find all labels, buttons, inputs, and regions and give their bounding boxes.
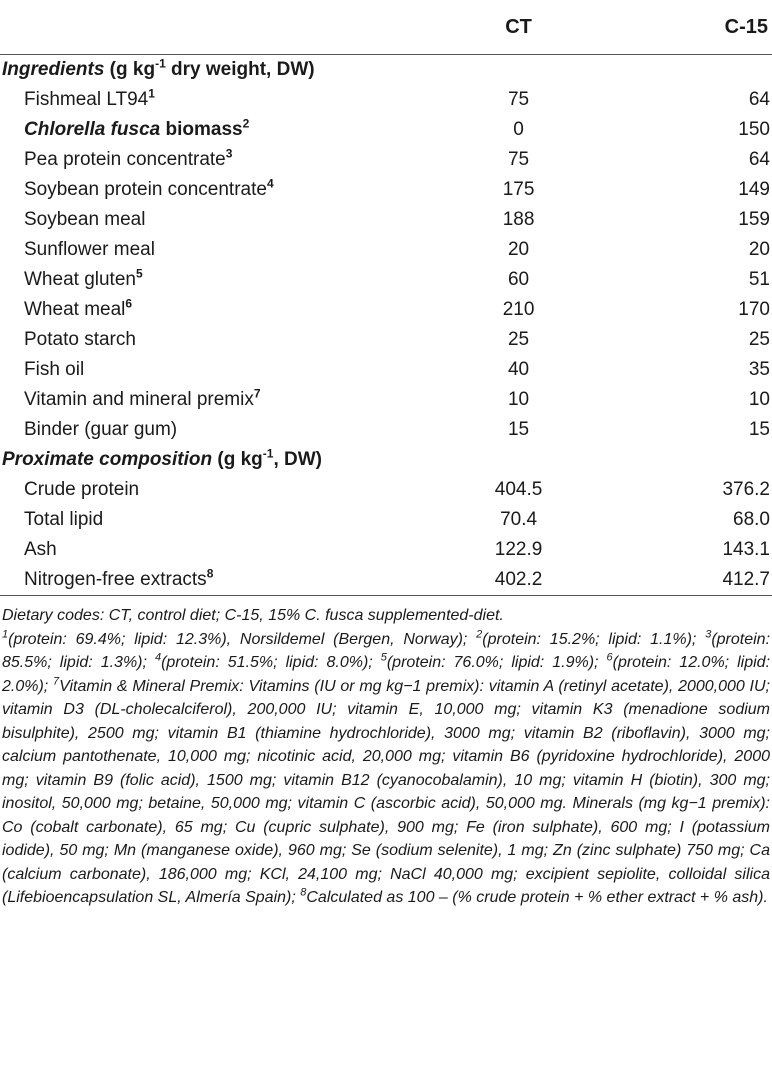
row-c15: 20	[748, 239, 770, 260]
row-c15: 412.7	[614, 565, 772, 596]
row-ct: 60	[507, 269, 530, 290]
row-label: Chlorella fusca biomass$^2$	[24, 116, 250, 140]
table-row	[0, 355, 772, 385]
row-ct: 10	[507, 389, 530, 410]
row-c15: 68.0	[733, 509, 770, 530]
row-ct: 404.5	[494, 479, 543, 500]
row-ct: 0	[513, 119, 524, 140]
table-row	[0, 475, 772, 505]
row-ct: 210	[502, 299, 535, 320]
table-header-row	[0, 0, 772, 55]
table-row	[0, 145, 772, 175]
section-proximate-title: Proximate composition (g $kg^{-1}$, DW)	[2, 446, 322, 470]
row-c15: 376.2	[722, 479, 770, 500]
row-ct: 402.2	[424, 565, 614, 596]
section-proximate	[0, 445, 772, 475]
row-c15: 51	[748, 269, 770, 290]
row-c15: 15	[748, 419, 770, 440]
row-label: Wheat gluten$^5$	[24, 266, 143, 290]
table-row	[0, 295, 772, 325]
table-row	[0, 205, 772, 235]
row-c15: 64	[748, 89, 770, 110]
table-row	[0, 265, 772, 295]
row-c15: 25	[748, 329, 770, 350]
row-ct: 175	[502, 179, 535, 200]
row-c15: 170	[738, 299, 770, 320]
row-c15: 10	[748, 389, 770, 410]
row-label: Sunflower meal	[24, 239, 155, 260]
row-label: Soybean meal	[24, 209, 146, 230]
row-ct: 15	[507, 419, 530, 440]
table-row	[0, 325, 772, 355]
section-ingredients-title: Ingredients (g $kg^{-1}$ dry weight, DW)	[2, 56, 315, 80]
row-ct: 75	[507, 149, 530, 170]
table-row	[0, 565, 772, 596]
row-c15: 64	[748, 149, 770, 170]
header-c15: C-15	[724, 16, 768, 38]
row-label: Soybean protein concentrate$^4$	[24, 176, 274, 200]
header-ct: CT	[505, 16, 532, 38]
table-row	[0, 115, 772, 145]
row-c15: 35	[748, 359, 770, 380]
footnote-details: $^1$(protein: 69.4%; lipid: 12.3%), Norsildemel (Bergen, Norway); $^2$(protein: 15.2%; lipid: 1.1%); $^3$(protein: 85.5%; lipid: 1.3%); $^4$(protein: 51.5%; lipid: 8.0%); $^5$(protein: 76.0%; lipid: 1.9%); $^6$(protein: 12.0%; lipid: 2.0%); $^7$Vitamin & Mineral Premix: Vitamins (IU or mg kg−1 premix): vitamin A (retinyl acetate), 2000,000 IU; vitamin D3 (DL-cholecalciferol), 200,000 IU; vitamin E, 10,000 mg; vitamin K3 (menadione sodium bisulphite), 2500 mg; vitamin B1 (thiamine hydrochloride), 3000 mg; vitamin B2 (riboflavin), 3000 mg; calcium pantothenate, 10,000 mg; nicotinic acid, 20,000 mg; vitamin B6 (pyridoxine hydrochloride), 2000 mg; vitamin B9 (folic acid), 1500 mg; vitamin B12 (cyanocobalamin), 10 mg; vitamin H (biotin), 300 mg; inositol, 50,000 mg; betaine, 50,000 mg; vitamin C (ascorbic acid), 50,000 mg. Minerals (mg kg−1 premix): Co (cobalt carbonate), 65 mg; Cu (cupric sulphate), 900 mg; Fe (iron sulphate), 600 mg; I (potassium iodide), 50 mg; Mn (manganese oxide), 960 mg; Se (sodium selenite), 1 mg; Zn (zinc sulphate) 750 mg; Ca (calcium carbonate), 186,000 mg; KCl, 24,100 mg; NaCl 40,000 mg; excipient sepiolite, colloidal silica (Lifebioencapsulation SL, Almería Spain); $^8$Calculated as 100 – (% crude protein + % ether extract + % ash).	[2, 628, 771, 906]
row-label: Ash	[24, 539, 57, 560]
row-ct: 122.9	[494, 539, 543, 560]
header-label	[0, 0, 424, 55]
section-ingredients	[0, 55, 772, 86]
table-row	[0, 415, 772, 445]
table-footnotes	[0, 596, 772, 910]
row-label: Crude protein	[24, 479, 140, 500]
row-ct: 25	[507, 329, 530, 350]
row-ct: 20	[507, 239, 530, 260]
row-c15: 159	[738, 209, 770, 230]
table-row	[0, 385, 772, 415]
row-c15: 149	[738, 179, 770, 200]
row-label: Pea protein concentrate$^3$	[24, 146, 233, 170]
row-c15: 150	[738, 119, 770, 140]
row-label: Wheat meal$^6$	[24, 296, 133, 320]
table-row	[0, 535, 772, 565]
row-label: Potato starch	[24, 329, 136, 350]
row-label: Nitrogen-free extracts$^8$	[0, 565, 424, 596]
table-row	[0, 235, 772, 265]
row-label: Fish oil	[24, 359, 85, 380]
row-label: Binder (guar gum)	[24, 419, 178, 440]
table-row	[0, 85, 772, 115]
row-ct: 188	[502, 209, 535, 230]
row-ct: 40	[507, 359, 530, 380]
row-c15: 143.1	[722, 539, 770, 560]
table-row	[0, 505, 772, 535]
row-label: Fishmeal $LT94^1$	[24, 86, 155, 110]
row-label: Vitamin and mineral premix$^7$	[24, 386, 261, 410]
row-ct: 75	[507, 89, 530, 110]
row-ct: 70.4	[500, 509, 538, 530]
table-row	[0, 175, 772, 205]
row-label: Total lipid	[24, 509, 104, 530]
footnote-dietary-codes: Dietary codes: CT, control diet; C-15, 15% C. fusca supplemented-diet.	[2, 607, 504, 624]
